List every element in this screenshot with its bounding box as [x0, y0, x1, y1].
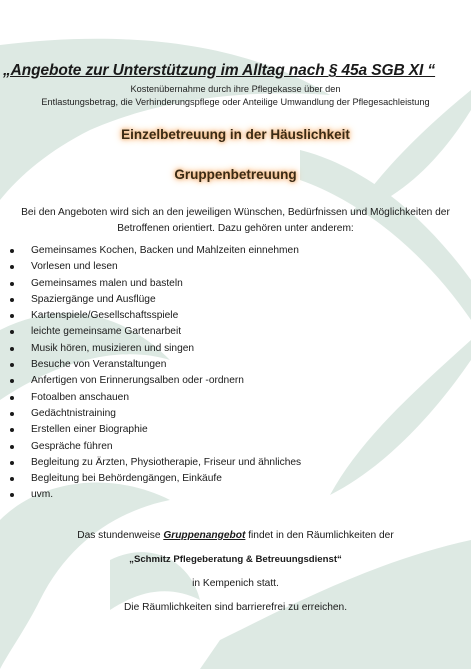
heading-individual-care: Einzelbetreuung in der Häuslichkeit: [121, 127, 350, 142]
company-name: „Schmitz Pflegeberatung & Betreuungsdienst“: [129, 554, 342, 565]
list-item: [10, 243, 301, 259]
list-item: [10, 259, 301, 275]
bullet-icon: [10, 445, 14, 449]
list-item: [10, 357, 301, 373]
list-item: [10, 455, 301, 471]
list-item: [10, 373, 301, 389]
list-item-label: Gespräche führen: [31, 440, 113, 452]
list-item: [10, 390, 301, 406]
subtitle-line-1: Kostenübernahme durch ihre Pflegekasse über den: [130, 84, 341, 94]
bullet-icon: [10, 249, 14, 253]
bullet-icon: [10, 477, 14, 481]
accessibility-note: Die Räumlichkeiten sind barrierefrei zu erreichen.: [123, 602, 348, 613]
intro-line-1: Bei den Angeboten wird sich an den jeweiligen Wünschen, Bedürfnissen und Möglichkeiten der: [21, 207, 450, 218]
bullet-icon: [10, 379, 14, 383]
list-item-label: Spaziergänge und Ausflüge: [31, 293, 156, 305]
group-offer-text-post: findet in den Räumlichkeiten der: [245, 530, 394, 541]
list-item: [10, 292, 301, 308]
list-item: [10, 276, 301, 292]
list-item-label: Besuche von Veranstaltungen: [31, 359, 167, 371]
bullet-icon: [10, 347, 14, 351]
list-item-label: Erstellen einer Biographie: [31, 424, 148, 436]
list-item-label: Kartenspiele/Gesellschaftsspiele: [31, 310, 179, 322]
list-item-label: Gedächtnistraining: [31, 407, 116, 419]
group-offer-text-pre: Das stundenweise: [77, 530, 164, 541]
subtitle-line-2: Entlastungsbetrag, die Verhinderungspflege oder Anteilige Umwandlung der Pflegesachleistung: [41, 97, 430, 107]
activity-list: [10, 243, 301, 504]
heading-group-care: Gruppenbetreuung: [174, 167, 297, 182]
list-item-label: uvm.: [31, 489, 54, 501]
list-item-label: Begleitung zu Ärzten, Physiotherapie, Friseur und ähnliches: [31, 456, 302, 468]
list-item: [10, 487, 301, 503]
bullet-icon: [10, 298, 14, 302]
location-text: in Kempenich statt.: [192, 578, 279, 589]
intro-paragraph: [0, 205, 471, 237]
list-item-label: Vorlesen und lesen: [31, 261, 118, 273]
list-item-label: Fotoalben anschauen: [31, 391, 129, 403]
list-item: [10, 439, 301, 455]
list-item: [10, 406, 301, 422]
list-item: [10, 471, 301, 487]
list-item: [10, 308, 301, 324]
bullet-icon: [10, 461, 14, 465]
group-offer-emphasis: Gruppenangebot: [163, 530, 246, 541]
list-item: [10, 341, 301, 357]
bullet-icon: [10, 265, 14, 269]
bullet-icon: [10, 330, 14, 334]
bullet-icon: [10, 412, 14, 416]
bullet-icon: [10, 282, 14, 286]
bullet-icon: [10, 428, 14, 432]
list-item-label: Anfertigen von Erinnerungsalben oder -ordnern: [31, 375, 244, 387]
bullet-icon: [10, 314, 14, 318]
bullet-icon: [10, 396, 14, 400]
bullet-icon: [10, 493, 14, 497]
list-item-label: Musik hören, musizieren und singen: [31, 342, 195, 354]
group-offer-sentence: [0, 530, 471, 541]
list-item-label: Gemeinsames malen und basteln: [31, 277, 183, 289]
list-item-label: Gemeinsames Kochen, Backen und Mahlzeiten einnehmen: [31, 245, 299, 256]
bullet-icon: [10, 363, 14, 367]
list-item: [10, 422, 301, 438]
list-item-label: leichte gemeinsame Gartenarbeit: [31, 326, 182, 338]
list-item-label: Begleitung bei Behördengängen, Einkäufe: [31, 473, 222, 485]
intro-line-2: Betroffenen orientiert. Dazu gehören unter anderem:: [117, 223, 354, 234]
list-item: [10, 324, 301, 340]
document-title: „Angebote zur Unterstützung im Alltag nach § 45a SGB XI “: [3, 62, 436, 79]
